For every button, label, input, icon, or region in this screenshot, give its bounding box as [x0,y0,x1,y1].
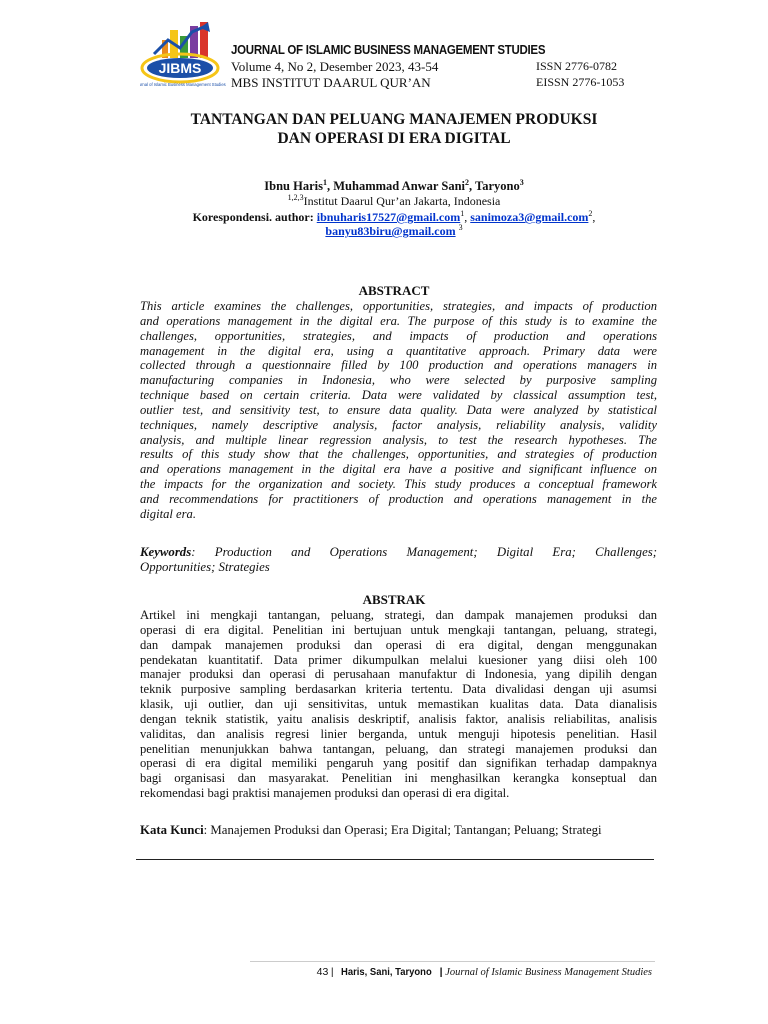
abstrak-line: dengan teknik statistik, yaitu analisis deskriptif, analisis faktor, analisis reliabilitas, analisis [140,711,657,726]
abstract-line: and recommendations for practitioners of production and operations management in the [140,491,657,506]
correspondence: Korespondensi. author: ibnuharis17527@gmail.com$^1$, sanimoza3@gmail.com$^2$, banyu83biru@gmail.com $^3$ [192,209,596,238]
journal-volume: Volume 4, No 2, Desember 2023, 43-54 [231,59,439,74]
email-3-sup: 3 [458,223,463,232]
footer-separator: | [330,966,334,978]
title-line-2: DAN OPERASI DI ERA DIGITAL [277,130,511,147]
email-link-1[interactable]: ibnuharis17527@gmail.com [316,210,461,224]
footer-separator: | [439,966,443,978]
abstrak-line: dan dampak manajemen produksi dan operasi di era digital, dengan menggunakan [140,637,657,652]
abstrak-line: manajer produksi dan operasi di perusahaan manufaktur di Indonesia, yang dipilih dengan [140,667,657,682]
abstract-line: and operations management in the digital era. The purpose of this study is to examine the [140,313,657,328]
abstrak-line: Artikel ini mengkaji tantangan, peluang, strategi, dan dampak manajemen produksi dan [140,608,657,622]
keywords-label: Keywords [140,545,192,559]
abstract-line: techniques, namely descriptive analysis, factor analysis, reliability analysis, validity [140,417,657,432]
abstrak-line: validitas, dan analisis regresi linier berganda, untuk menguji hipotesis penelitian. Hasil [140,726,657,741]
email-link-2[interactable]: sanimoza3@gmail.com [470,210,589,224]
abstrak-line: rekomendasi bagi praktisi manajemen produksi dan operasi di era digital. [140,786,510,801]
abstract-line: results of this study show that the challenges, opportunities, and strategies of production [140,447,657,462]
abstrak-line: operasi di era digital memiliki pengaruh yang positif dan signifikan terhadap dampaknya [140,756,657,771]
journal-logo [140,20,228,90]
email-link-3[interactable]: banyu83biru@gmail.com [325,224,456,238]
page-footer [250,966,652,978]
issn: ISSN 2776-0782 [536,59,618,73]
author-2: , Muhammad Anwar Sani [327,179,465,193]
journal-name: JOURNAL OF ISLAMIC BUSINESS MANAGEMENT STUDIES [231,43,546,57]
journal-institute: MBS INSTITUT DAARUL QUR’AN [231,75,431,90]
section-divider [136,859,654,860]
abstract-body [140,299,657,522]
abstrak-line: teknik purposive sampling berdasarkan kriteria tertentu. Data divalidasi dengan uji asumsi [140,682,657,697]
footer-authors: Haris, Sani, Taryono [341,966,432,978]
kata-kunci-text: : Manajemen Produksi dan Operasi; Era Digital; Tantangan; Peluang; Strategi [203,823,602,837]
abstrak-line: penelitian menunjukkan bahwa tantangan, peluang, dan strategi manajemen produksi dan [140,741,657,756]
abstract-line: management in the digital era, using a quantitative approach. Primary data were [140,343,657,358]
abstract-line: outlier test, and sensitivity test, to ensure data quality. Data were analyzed by statistical [140,402,657,417]
kata-kunci-label: Kata Kunci [140,823,204,837]
abstract-line: digital era. [140,506,196,521]
abstract-line: and operations management in the digital era have a positive and significant influence on [140,462,657,477]
keywords [140,545,657,575]
abstrak-line: pendekatan kuantitatif. Data primer dikumpulkan melalui kuesioner yang diisi oleh 100 [140,652,657,667]
abstract-line: analysis, and multiple linear regression analysis, to test the research hypotheses. The [140,432,657,447]
abstract-line: manufacturing companies in Indonesia, who were selected by purposive sampling [140,373,657,388]
kata-kunci [140,823,660,838]
abstrak-line: bagi organisasi dan masyarakat. Penelitian ini menghasilkan kerangka konseptual dan [140,771,657,786]
affiliation [110,194,678,209]
abstrak-body [140,608,657,801]
abstrak-heading: ABSTRAK [362,592,426,607]
title-line-1: TANTANGAN DAN PELUANG MANAJEMEN PRODUKSI [190,111,598,128]
logo-text: JIBMS [158,60,202,76]
affiliation-sup: 1,2,3 [287,193,304,202]
footer-divider [250,961,655,962]
correspondence-label: Korespondensi. author: [192,210,314,224]
email-1-sup: 1 [460,209,465,218]
keywords-line-1: : Production and Operations Management; Digital Era; Challenges; [191,545,657,559]
author-list [110,179,678,194]
abstract-line: challenges, opportunities, strategies, and impacts of production and operations [140,328,657,343]
abstract-line: This article examines the challenges, opportunities, strategies, and impacts of production [140,299,657,313]
logo-ring-text: Journal of Islamic Business Management Studies [140,82,226,87]
abstract-line: the impacts for the organization and society. This study produces a conceptual framework [140,477,657,492]
abstract-line: collected through a questionnaire filled by 100 production and operations managers in [140,358,657,373]
abstrak-line: klasik, uji outlier, dan uji sensitivitas, untuk memastikan kualitas data. Data dianalisis [140,697,657,712]
abstrak-line: operasi di era digital. Penelitian ini bertujuan untuk mengkaji tantangan, peluang, strategi, [140,622,657,637]
author-1: Ibnu Haris [264,179,323,193]
keywords-line-2: Opportunities; Strategies [140,560,270,574]
abstract-heading: ABSTRACT [358,283,430,298]
author-3: , Taryono [469,179,520,193]
abstract-line: technique based on certain criteria. Data were validated by classical assumption test, [140,388,657,403]
page-number: 43 [316,966,329,978]
affiliation-text: Institut Daarul Qur’an Jakarta, Indonesia [303,194,501,208]
author-3-sup: 3 [519,177,524,187]
email-2-sup: 2 [588,209,593,218]
eissn: EISSN 2776-1053 [536,75,625,89]
author-2-sup: 2 [465,177,469,187]
author-1-sup: 1 [323,177,327,187]
footer-journal: Journal of Islamic Business Management Studies [445,967,652,978]
paper-title [110,110,678,148]
